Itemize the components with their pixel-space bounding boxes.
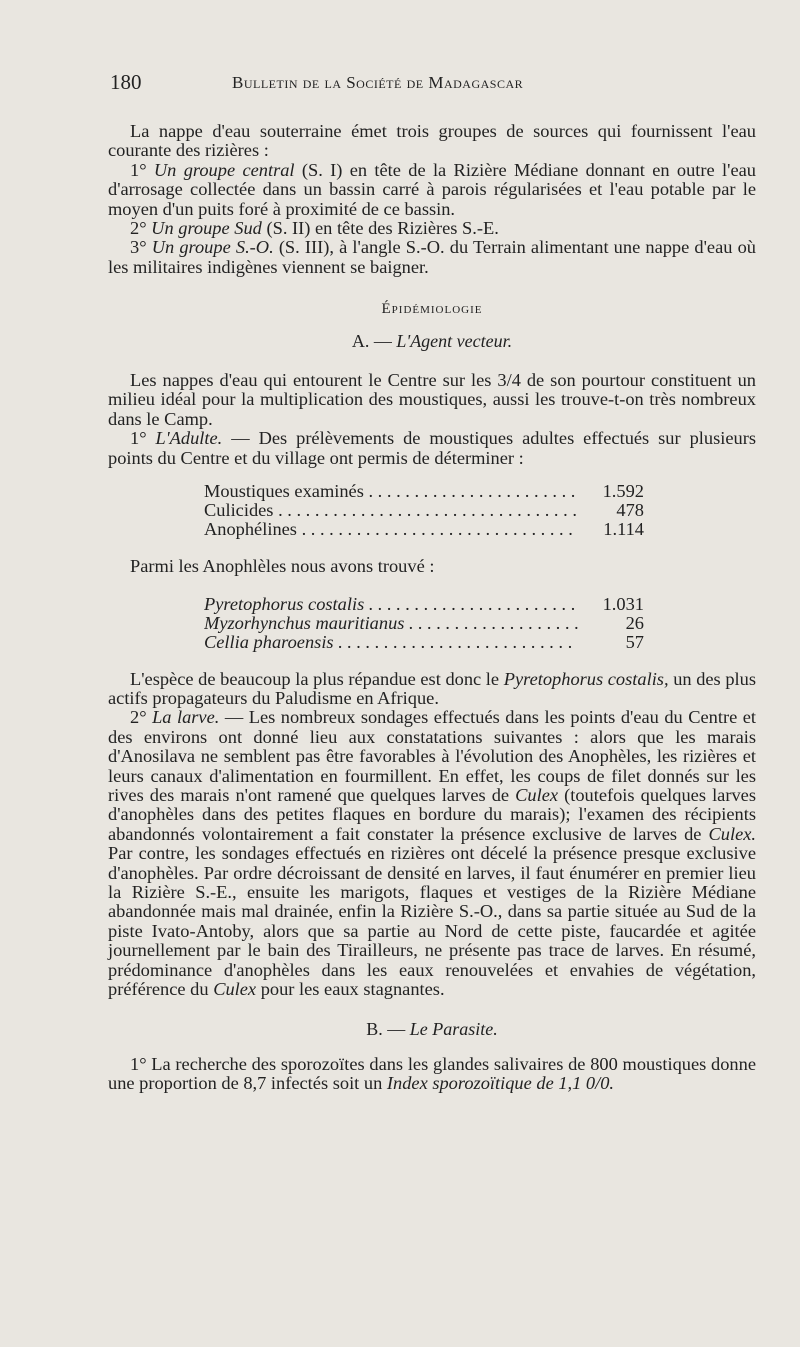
species-label: Myzorhynchus mauritianus . . . [204, 614, 578, 633]
row-label: Culicides . . . [204, 501, 578, 520]
table-row [204, 482, 644, 501]
section-title: Épidémiologie [381, 301, 483, 318]
row-value: 478 [578, 501, 644, 520]
mosquito-count-table [204, 482, 644, 539]
subsection-b-title: B. — Le Parasite. [366, 1019, 498, 1040]
source-group-1: 1° Un groupe central (S. I) en tête de la Rizière Médiane donnant en outre l'eau d'arrosage collectée dans un bassin carré à parois régularisées et l'eau potable par le moyen d'un puits foré à proximité de ce bassin. [108, 159, 756, 219]
page-body [108, 122, 756, 1094]
page-header [108, 70, 756, 100]
species-value: 57 [578, 633, 644, 652]
species-label: Cellia pharoensis . . . [204, 633, 578, 652]
species-value: 1.031 [578, 595, 644, 614]
table-row [204, 520, 644, 539]
table-row [204, 633, 644, 652]
table-row [204, 501, 644, 520]
source-group-2: 2° Un groupe Sud (S. II) en tête des Rizières S.-E. [130, 218, 499, 239]
source-group-3: 3° Un groupe S.-O. (S. III), à l'angle S.-O. du Terrain alimentant une nappe d'eau où les militaires indigènes viennent se baigner. [108, 237, 756, 277]
row-value: 1.592 [578, 482, 644, 501]
adult-paragraph: 1° L'Adulte. — Des prélèvements de moustiques adultes effectués sur plusieurs points du Centre et du village ont permis de déterminer : [108, 428, 756, 468]
row-label: Moustiques examinés . . . [204, 482, 578, 501]
parasite-paragraph: 1° La recherche des sporozoïtes dans les glandes salivaires de 800 moustiques donne une proportion de 8,7 infectés soit un Index sporozoïtique de 1,1 0/0. [108, 1053, 756, 1094]
running-title: Bulletin de la Société de Madagascar [232, 73, 524, 92]
among-anopheles-line: Parmi les Anophlèles nous avons trouvé : [130, 556, 435, 577]
table-row [204, 614, 644, 633]
row-value: 1.114 [578, 520, 644, 539]
row-label: Anophélines . . . [204, 520, 578, 539]
vector-paragraph: Les nappes d'eau qui entourent le Centre sur les 3/4 de son pourtour constituent un milieu idéal pour la multiplication des moustiques, aussi les trouve-t-on très nombreux dans le Camp. [108, 370, 756, 429]
larva-paragraph: 2° La larve. — Les nombreux sondages effectués dans les points d'eau du Centre et des environs ont donné lieu aux constatations suivantes : alors que les marais d'Anosilava ne semblent pas être favorables à l'évolution des Anophèles, les rizières et leurs canaux d'alimentation en fourmillent. En effet, les coups de filet donnés sur les rives des marais n'ont ramené que quelques larves de Culex (toutefois quelques larves d'anophèles dans des petites flaques en bordure du marais); l'examen des récipients abandonnés volontairement a fait constater la présence exclusive de larves de Culex. Par contre, les sondages effectués en rizières ont décelé la présence presque exclusive d'anophèles. Par ordre décroissant de densité en larves, il faut énumérer en premier lieu la Rizière S.-E., ensuite les marigots, flaques et vestiges de la Rizière Médiane abandonnée mais mal drainée, enfin la Rizière S.-O., dans sa partie située au Sud de la piste Ivato-Antoby, alors que sa partie au Nord de cette piste, faucardée et agitée journellement par le bain des Tirailleurs, ne présente pas trace de larves. En résumé, prédominance d'anophèles dans les eaux renouvelées et envahies de végétation, préférence du Culex pour les eaux stagnantes. [108, 707, 756, 999]
table-row [204, 595, 644, 614]
intro-paragraph: La nappe d'eau souterraine émet trois groupes de sources qui fournissent l'eau courante des rizières : [108, 121, 756, 161]
species-table [204, 595, 644, 652]
subsection-a-title: A. — L'Agent vecteur. [351, 330, 513, 351]
species-label: Pyretophorus costalis . . . [204, 595, 578, 614]
species-value: 26 [578, 614, 644, 633]
page-number: 180 [110, 70, 142, 94]
species-paragraph: L'espèce de beaucoup la plus répandue est donc le Pyretophorus costalis, un des plus actifs propagateurs du Paludisme en Afrique. [108, 668, 756, 708]
